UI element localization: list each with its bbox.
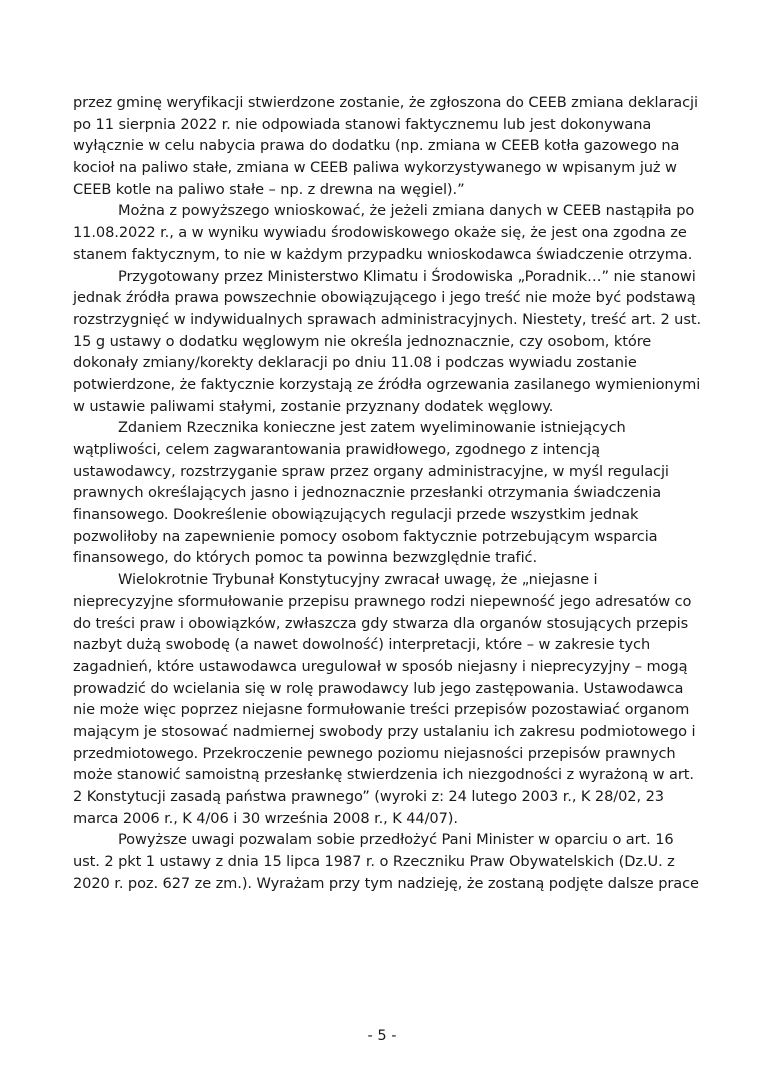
text-line: wyłącznie w celu nabycia prawa do dodatku (np. zmiana w CEEB kotła gazowego na [73,137,680,155]
text-line: prowadzić do wcielania się w rolę prawodawcy lub jego zastępowania. Ustawodawca [73,679,684,697]
text-line: rozstrzygnięć w indywidualnych sprawach administracyjnych. Niestety, treść art. 2 ust. [73,310,701,328]
text-line: przedmiotowego. Przekroczenie pewnego poziomu niejasności przepisów prawnych [73,744,676,762]
text-line: stanem faktycznym, to nie w każdym przypadku wnioskodawca świadczenie otrzyma. [73,245,693,263]
text-line: Zdaniem Rzecznika konieczne jest zatem wyeliminowanie istniejących [118,419,626,437]
paragraph [73,417,703,569]
text-line: marca 2006 r., K 4/06 i 30 września 2008 r., K 44/07). [73,809,458,827]
text-line: pozwoliłoby na zapewnienie pomocy osobom faktycznie potrzebującym wsparcia [73,527,658,545]
text-line: finansowego, do których pomoc ta powinna bezwzględnie trafić. [73,549,538,567]
text-line: Można z powyższego wnioskować, że jeżeli zmiana danych w CEEB nastąpiła po [118,202,695,220]
text-line: po 11 sierpnia 2022 r. nie odpowiada stanowi faktycznemu lub jest dokonywana [73,115,652,133]
text-line: w ustawie paliwami stałymi, zostanie przyznany dodatek węglowy. [73,397,554,415]
text-line: Przygotowany przez Ministerstwo Klimatu i Środowiska „Poradnik…” nie stanowi [118,267,696,285]
text-line: przez gminę weryfikacji stwierdzone zostanie, że zgłoszona do CEEB zmiana deklaracji [73,94,698,111]
paragraph [73,200,703,265]
text-line: 2 Konstytucji zasadą państwa prawnego” (wyroki z: 24 lutego 2003 r., K 28/02, 23 [73,788,664,805]
text-line: ust. 2 pkt 1 ustawy z dnia 15 lipca 1987 r. o Rzeczniku Praw Obywatelskich (Dz.U. z [73,853,675,871]
text-line: dokonały zmiany/korekty deklaracji po dniu 11.08 i podczas wywiadu zostanie [73,354,637,372]
document-body [73,92,703,894]
text-line: prawnych określających jasno i jednoznacznie przesłanki otrzymania świadczenia [73,484,662,502]
page-number: - 5 - [367,1027,397,1044]
text-line: 2020 r. poz. 627 ze zm.). Wyrażam przy tym nadzieję, że zostaną podjęte dalsze prace [73,874,699,892]
text-line: mającym je stosować nadmiernej swobody przy ustalaniu ich zakresu podmiotowego i [73,722,696,740]
text-line: ustawodawcy, rozstrzyganie spraw przez organy administracyjne, w myśl regulacji [73,462,669,480]
text-line: 15 g ustawy o dodatku węglowym nie określa jednoznacznie, czy osobom, które [73,332,652,350]
text-line: Wielokrotnie Trybunał Konstytucyjny zwracał uwagę, że „niejasne i [118,571,598,589]
text-line: wątpliwości, celem zagwarantowania prawidłowego, zgodnego z intencją [73,441,600,458]
text-line: 11.08.2022 r., a w wyniku wywiadu środowiskowego okaże się, że jest ona zgodna ze [73,224,687,242]
text-line: zagadnień, które ustawodawca uregulował w sposób niejasny i nieprecyzyjny – mogą [73,657,688,675]
paragraph [73,829,703,894]
text-line: jednak źródła prawa powszechnie obowiązującego i jego treść nie może być podstawą [73,289,696,307]
paragraph [73,569,703,829]
text-line: Powyższe uwagi pozwalam sobie przedłożyć Pani Minister w oparciu o art. 16 [118,831,674,849]
text-line: kocioł na paliwo stałe, zmiana w CEEB paliwa wykorzystywanego w wpisanym już w [73,159,677,177]
text-line: może stanowić samoistną przesłankę stwierdzenia ich niezgodności z wyrażoną w art. [73,766,694,784]
paragraph [73,266,703,418]
paragraph [73,92,703,200]
text-line: CEEB kotle na paliwo stałe – np. z drewna na węgiel).” [73,180,465,198]
text-line: nie może więc poprzez niejasne formułowanie treści przepisów pozostawiać organom [73,701,690,719]
text-line: do treści praw i obowiązków, zwłaszcza gdy stwarza dla organów stosujących przepis [73,614,689,632]
text-line: nazbyt dużą swobodę (a nawet dowolność) interpretacji, które – w zakresie tych [73,636,651,654]
text-line: finansowego. Dookreślenie obowiązujących regulacji przede wszystkim jednak [73,506,639,524]
text-line: potwierdzone, że faktycznie korzystają ze źródła ogrzewania zasilanego wymienionymi [73,375,701,393]
text-line: nieprecyzyjne sformułowanie przepisu prawnego rodzi niepewność jego adresatów co [73,592,692,610]
